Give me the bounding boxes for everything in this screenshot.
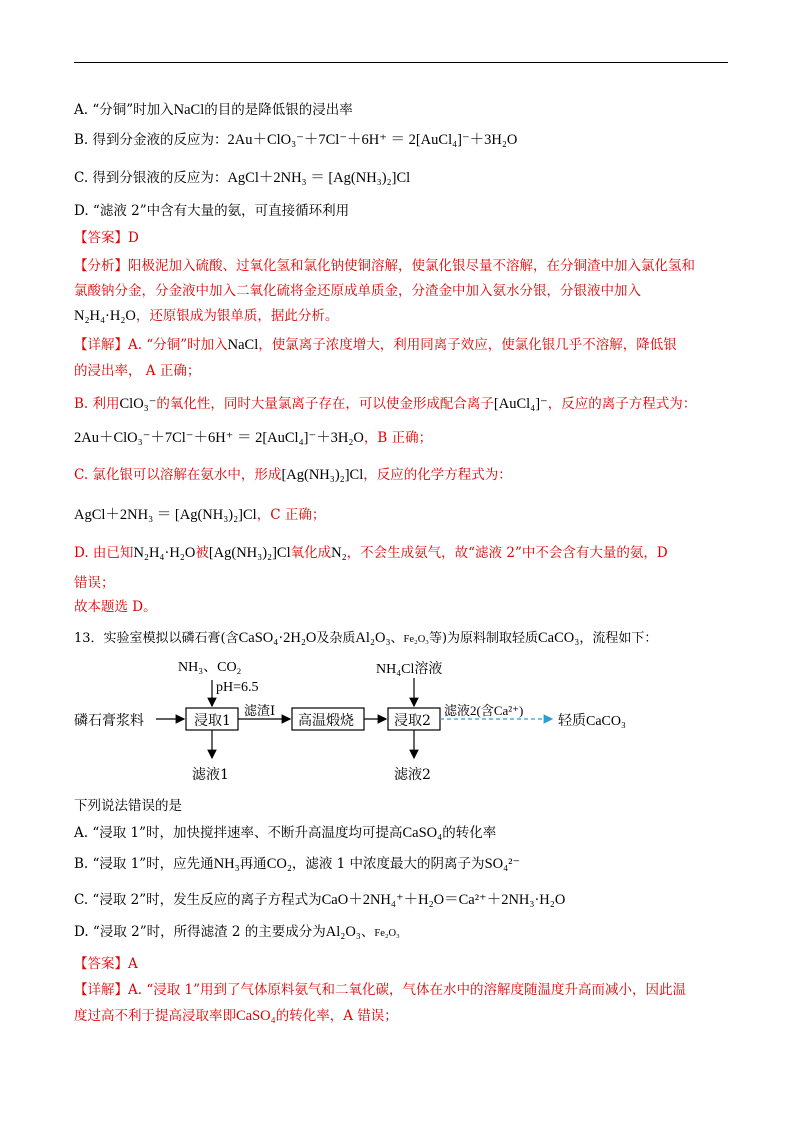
q13-option-b: B. “浸取 1”时，应先通NH₃再通CO₂，滤液 1 中浓度最大的阴离子为SO₄²⁻ [74, 856, 521, 872]
q12-option-b: B. 得到分金液的反应为：2Au＋ClO₃⁻＋7Cl⁻＋6H⁺ ＝ 2[AuCl₄]⁻＋3H₂O [74, 132, 518, 148]
label-ph: pH=6.5 [216, 680, 259, 695]
label-input: 磷石膏浆料 [74, 713, 144, 729]
q13-detail-line1: 【详解】A. “浸取 1”用到了气体原料氨气和二氧化碳，气体在水中的溶解度随温度升高而减小，因此温 [74, 982, 687, 998]
label-product: 轻质CaCO₃ [558, 714, 626, 729]
label-out2: 滤液2 [394, 767, 431, 783]
q13-detail-line2: 度过高不利于提高浸取率即CaSO₄的转化率，A 错误； [74, 1008, 398, 1024]
label-box2: 高温煅烧 [298, 713, 354, 729]
header-rule [74, 62, 728, 63]
process-flow-diagram [70, 650, 670, 790]
q12-conclusion: 故本题选 D。 [74, 599, 157, 615]
q12-detail-b-line1: B. 利用ClO₃⁻的氧化性，同时大量氯离子存在，可以使金形成配合离子[AuCl₄]⁻，反应的离子方程式为： [74, 396, 697, 412]
q13-option-d: D. “浸取 2”时，所得滤渣 2 的主要成分为Al₂O₃、Fe₂O₃ [74, 924, 400, 940]
q12-detail-b-line2: 2Au＋ClO₃⁻＋7Cl⁻＋6H⁺ ＝ 2[AuCl₄]⁻＋3H₂O，B 正确； [74, 430, 433, 446]
q12-analysis-line1: 【分析】阳极泥加入硫酸、过氧化氢和氯化钠使铜溶解，使氯化银尽量不溶解，在分铜渣中加入氯化氢和 [74, 258, 695, 274]
q12-answer: 【答案】D [74, 230, 139, 246]
q12-analysis-line3: N₂H₄·H₂O，还原银成为银单质，据此分析。 [74, 308, 339, 324]
q12-option-c: C. 得到分银液的反应为：AgCl＋2NH₃ ＝ [Ag(NH₃)₂]Cl [74, 170, 411, 186]
q13-stem: 13．实验室模拟以磷石膏(含CaSO₄·2H₂O及杂质Al₂O₃、Fe₂O₃等)为原料制取轻质CaCO₃，流程如下： [74, 630, 658, 646]
q13-answer: 【答案】A [74, 956, 138, 972]
q12-detail-d-line1: D. 由已知N₂H₄·H₂O被[Ag(NH₃)₂]Cl氧化成N₂，不会生成氨气，故“滤液 2”中不会含有大量的氨，D [74, 545, 668, 561]
q12-detail-d-line2: 错误； [74, 575, 115, 591]
q13-question: 下列说法错误的是 [74, 798, 182, 814]
q12-detail-c-line1: C. 氯化银可以溶解在氨水中，形成[Ag(NH₃)₂]Cl，反应的化学方程式为： [74, 467, 512, 483]
label-out1: 滤液1 [192, 767, 229, 783]
q12-detail-a-line1: 【详解】A. “分铜”时加入NaCl，使氯离子浓度增大，利用同离子效应，使氯化银几乎不溶解，降低银 [74, 337, 677, 353]
q13-option-c: C. “浸取 2”时，发生反应的离子方程式为CaO＋2NH₄⁺＋H₂O＝Ca²⁺＋2NH₃·H₂O [74, 892, 566, 908]
label-gas: NH₃、CO₂ [178, 660, 242, 675]
q12-detail-c-line2: AgCl＋2NH₃ ＝ [Ag(NH₃)₂]Cl，C 正确； [74, 507, 326, 523]
q12-option-d: D. “滤液 2”中含有大量的氨，可直接循环利用 [74, 203, 350, 219]
label-box1: 浸取1 [194, 713, 231, 729]
label-filtrate2: 滤液2(含Ca²⁺) [444, 703, 524, 718]
q12-option-a: A. “分铜”时加入NaCl的目的是降低银的浸出率 [74, 102, 353, 118]
q12-analysis-line2: 氯酸钠分金，分金液中加入二氧化硫将金还原成单质金，分渣金中加入氨水分银，分银液中加入 [74, 283, 641, 299]
label-reagent: NH₄Cl溶液 [376, 662, 443, 677]
q13-option-a: A. “浸取 1”时，加快搅拌速率、不断升高温度均可提高CaSO₄的转化率 [74, 825, 497, 841]
label-residue1: 滤渣Ⅰ [244, 704, 276, 719]
q12-detail-a-line2: 的浸出率， A 正确； [74, 363, 201, 379]
label-box3: 浸取2 [394, 713, 431, 729]
